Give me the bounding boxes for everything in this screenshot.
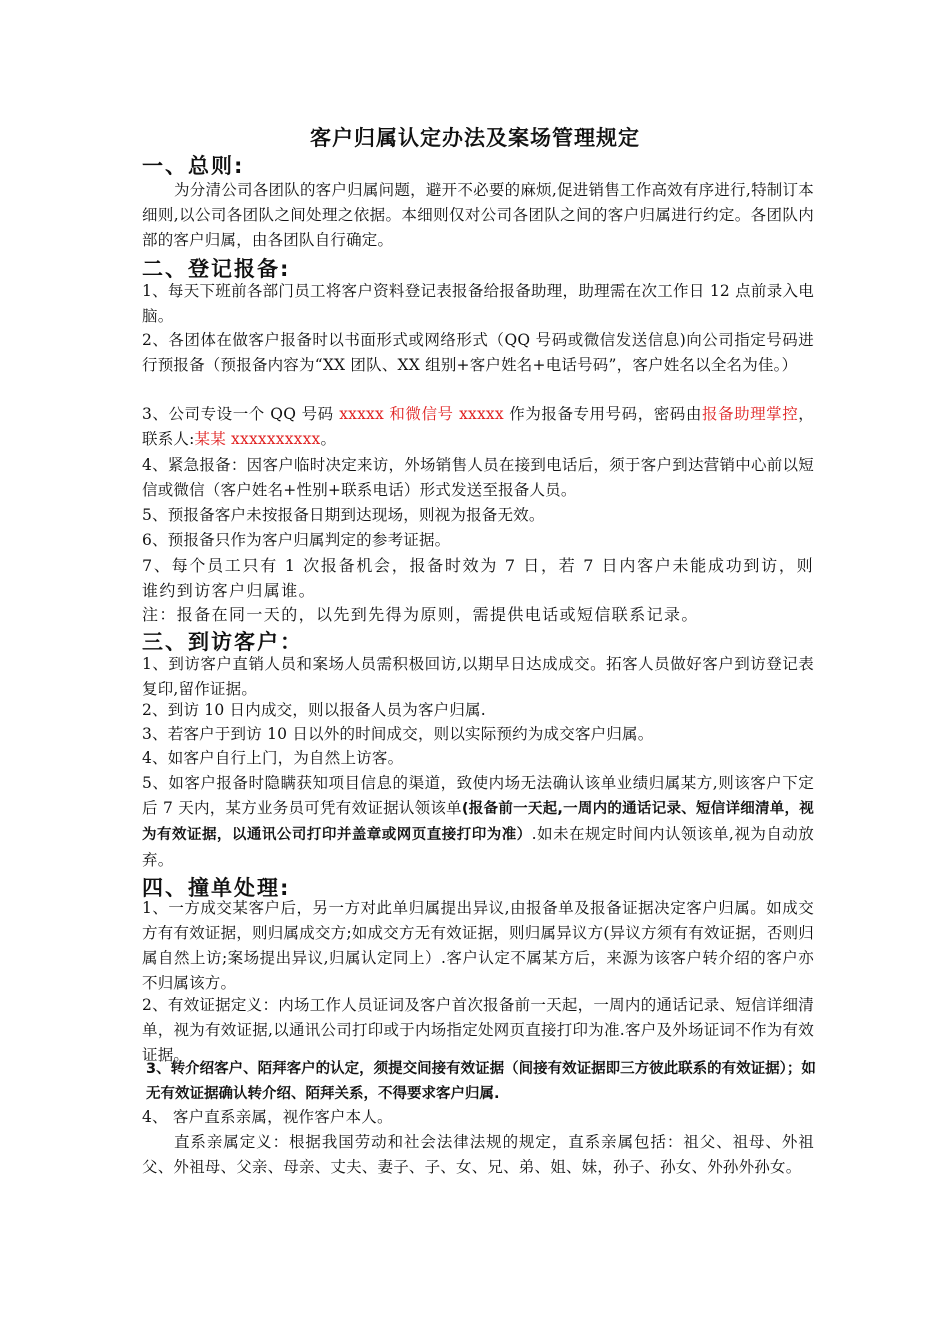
section-4-item-3: 3、转介绍客户、陌拜客户的认定，须提交间接有效证据（间接有效证据即三方彼此联系的有效证据）；如无有效证据确认转介绍、陌拜关系，不得要求客户归属. bbox=[146, 1061, 816, 1102]
item-3-text-g: 。 bbox=[320, 430, 337, 448]
section-3-item-2: 2、到访 10 日内成交，则以报备人员为客户归属. bbox=[142, 701, 486, 719]
section-3-item-4: 4、如客户自行上门，为自然上访客。 bbox=[142, 749, 404, 767]
section-2-item-6: 6、预报备只作为客户归属判定的参考证据。 bbox=[142, 531, 451, 549]
section-4-item-2: 2、有效证据定义：内场工作人员证词及客户首次报备前一天起，一周内的通话记录、短信详细清单，视为有效证据,以通讯公司打印或于内场指定处网页直接打印为准.客户及外场证词不作为有效证据。 bbox=[142, 996, 814, 1064]
item-3-text-a: 3、公司专设一个 QQ 号码 bbox=[142, 405, 340, 423]
item-5-text-a: 5、如客户报备时隐瞒获知项目信息的渠道，致使内场无法确认该单业绩归属某方,则该客户下定后 7 天内，某方业务员可凭有效证据认领该单 bbox=[142, 774, 814, 817]
document-title: 客户归属认定办法及案场管理规定 bbox=[310, 126, 640, 150]
item-3-qq-wechat: xxxxx 和微信号 xxxxx bbox=[339, 405, 504, 423]
item-5-evidence-bold: (报备前一天起,一周内的通话记录、短信详细清单，视为有效证据，以通讯公司打印并盖章或网页直接打印为准） bbox=[142, 801, 814, 843]
item-3-text-e: ，联系人: bbox=[142, 405, 814, 448]
section-3-item-1: 1、到访客户直销人员和案场人员需积极回访,以期早日达成成交。拓客人员做好客户到访登记表复印,留作证据。 bbox=[142, 655, 814, 698]
section-2-item-5: 5、预报备客户未按报备日期到达现场，则视为报备无效。 bbox=[142, 506, 545, 524]
section-2-note: 注：报备在同一天的，以先到先得为原则，需提供电话或短信联系记录。 bbox=[142, 605, 699, 624]
section-2-item-7: 7、每个员工只有 1 次报备机会，报备时效为 7 日，若 7 日内客户未能成功到访，则谁约到访客户归属谁。 bbox=[142, 556, 814, 600]
item-3-contact: 某某 xxxxxxxxxx bbox=[194, 430, 321, 448]
item-3-text-c: 作为报备专用号码，密码由 bbox=[503, 405, 702, 423]
item-5-text-c: .如未在规定时间内认领该单,视为自动放弃。 bbox=[142, 825, 814, 869]
section-1-paragraph: 为分清公司各团队的客户归属问题，避开不必要的麻烦,促进销售工作高效有序进行,特制订本细则,以公司各团队之间处理之依据。本细则仅对公司各团队之间的客户归属进行约定。各团队内部的客户归属，由各团队自行确定。 bbox=[142, 181, 814, 249]
section-3-item-3: 3、若客户于到访 10 日以外的时间成交，则以实际预约为成交客户归属。 bbox=[142, 725, 654, 743]
section-4-item-5: 直系亲属定义：根据我国劳动和社会法律法规的规定，直系亲属包括：祖父、祖母、外祖父、外祖母、父亲、母亲、丈夫、妻子、子、女、兄、弟、姐、妹，孙子、孙女、外孙外孙女。 bbox=[142, 1133, 814, 1176]
section-4-heading: 四、撞单处理: bbox=[142, 876, 291, 900]
section-2-item-4: 4、紧急报备：因客户临时决定来访，外场销售人员在接到电话后，须于客户到达营销中心前以短信或微信（客户姓名+性别+联系电话）形式发送至报备人员。 bbox=[142, 456, 814, 499]
section-2-item-1: 1、每天下班前各部门员工将客户资料登记表报备给报备助理，助理需在次工作日 12 点前录入电脑。 bbox=[142, 282, 814, 325]
section-4-item-1: 1、一方成交某客户后，另一方对此单归属提出异议,由报备单及报备证据决定客户归属。如成交方有有效证据，则归属成交方;如成交方无有效证据，则归属异议方(异议方须有有效证据，否则归属自然上访;案场提出异议,归属认定同上）.客户认定不属某方后，来源为该客户转介绍的客户亦不归属该方。 bbox=[142, 899, 814, 992]
section-2-item-3 bbox=[142, 402, 814, 452]
section-1-heading: 一、总则: bbox=[142, 154, 245, 178]
section-4-item-4: 4、 客户直系亲属，视作客户本人。 bbox=[142, 1108, 393, 1126]
section-3-heading: 三、到访客户： bbox=[142, 630, 303, 654]
section-2-heading: 二、登记报备: bbox=[142, 257, 291, 281]
section-3-item-5 bbox=[142, 771, 814, 873]
section-2-item-2: 2、各团体在做客户报备时以书面形式或网络形式（QQ 号码或微信发送信息)向公司指定号码进行预报备（预报备内容为“XX 团队、XX 组别+客户姓名+电话号码”，客户姓名以全名为佳。） bbox=[142, 331, 814, 374]
item-3-assistant: 报备助理掌控 bbox=[701, 405, 799, 423]
